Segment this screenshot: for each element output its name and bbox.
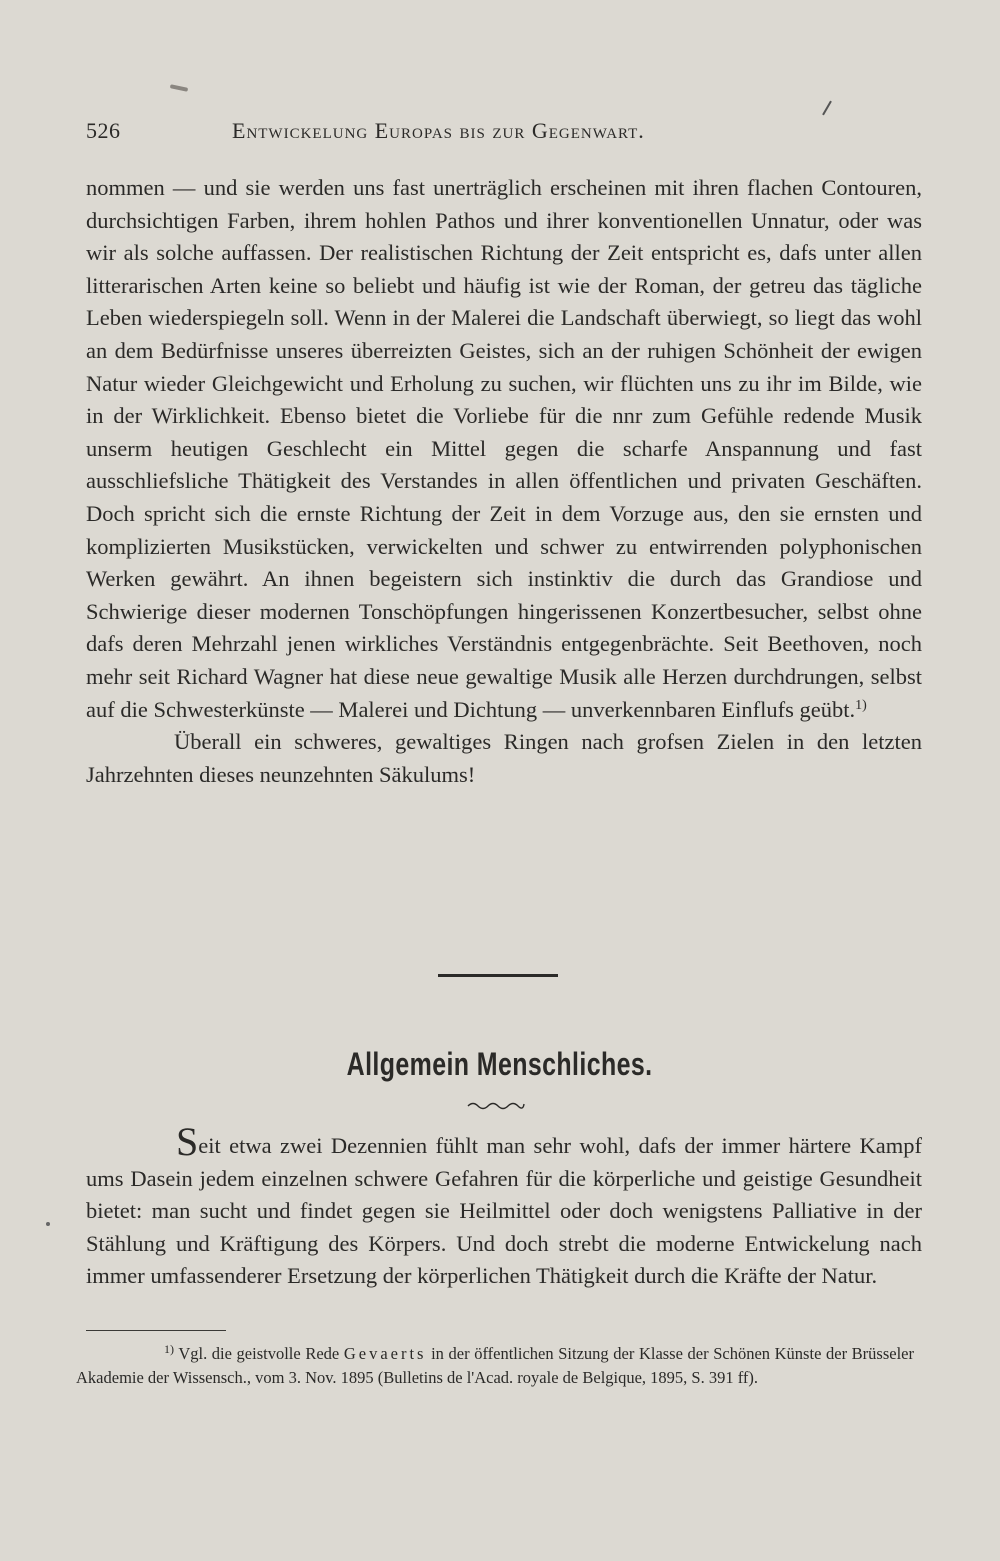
footnote-reference: 1) [855,697,867,713]
pencil-mark [822,101,832,116]
section-title: Allgemein Menschliches. [346,1046,653,1082]
footnote-marker: 1) [164,1342,174,1356]
paragraph-1 [86,172,922,726]
running-title: Entwickelung Europas bis zur Gegenwart. [232,118,645,143]
tilde-ornament [466,1098,526,1112]
paragraph-2: Überall ein schweres, gewaltiges Ringen nach grofsen Zielen in den letzten Jahrzehnten dieses neunzehnten Säkulums! [86,729,922,787]
paragraph-1-text: nommen — und sie werden uns fast unerträglich erscheinen mit ihren flachen Contouren, durchsichtigen Farben, ihrem hohlen Pathos und ihrer konventionellen Unnatur, oder was wir als solche auffassen. Der realistischen Richtung der Zeit entspricht es, dafs unter allen litterarischen Arten keine so beliebt und häufig ist wie der Roman, der getreu das tägliche Leben wiederspiegeln soll. Wenn in der Malerei die Landschaft überwiegt, so liegt das wohl an dem Bedürfnisse unseres überreizten Geistes, sich an der ruhigen Schönheit der ewigen Natur wieder Gleichgewicht und Erholung zu suchen, wir flüchten uns zu ihr im Bilde, wie in der Wirklichkeit. Ebenso bietet die Vorliebe für die nnr zum Gefühle redende Musik unserm heutigen Geschlecht ein Mittel gegen die scharfe Anspannung und fast ausschliefsliche Thätigkeit des Verstandes in allen öffentlichen und privaten Geschäften. Doch spricht sich die ernste Richtung der Zeit in dem Vorzuge aus, den sie ernsten und komplizierten Musikstücken, verwickelten und schwer zu entwirrenden polyphonischen Werken gewährt. An ihnen begeistern sich instinktiv die durch das Grandiose und Schwierige dieser modernen Tonschöpfungen hingerissenen Konzertbesucher, selbst ohne dafs deren Mehrzahl jenen wirkliches Verständnis entgegenbrächte. Seit Beethoven, noch mehr seit Richard Wagner hat diese neue gewaltige Musik alle Herzen durchdrungen, selbst auf die Schwesterkünste — Malerei und Dichtung — unverkennbaren Einflufs geübt. [86,175,922,722]
page-header [86,118,926,148]
footnote-name: Gevaerts [343,1344,427,1363]
section-divider [438,974,558,977]
section-body [86,1119,922,1293]
footnote-text-after: in der öffentlichen Sitzung der Klasse der Schönen Künste der Brüsseler Akademie der Wissensch., vom 3. Nov. 1895 (Bulletins de l'Acad. royale de Belgique, 1895, S. 391 ff). [76,1344,914,1387]
footnote-rule [86,1330,226,1331]
section-paragraph-text: eit etwa zwei Dezennien fühlt man sehr wohl, dafs der immer härtere Kampf ums Dasein jedem einzelnen schwere Gefahren für die körperliche und geistige Gesundheit bietet: man sucht und findet gegen sie Heilmittel oder doch wenigstens Palliative in der Stählung und Kräftigung des Körpers. Und doch strebt die moderne Entwickelung nach immer umfassenderer Ersetzung der körperlichen Thätigkeit durch die Kräfte der Natur. [86,1133,922,1289]
footnote-text-before: Vgl. die geistvolle Rede [178,1344,340,1363]
section-paragraph [86,1119,922,1293]
body-text-top [86,172,922,791]
paper-dot [46,1222,50,1226]
paper-speck [170,84,188,92]
drop-letter: S [176,1119,199,1164]
footnote [76,1342,914,1389]
page-number: 526 [86,118,121,143]
